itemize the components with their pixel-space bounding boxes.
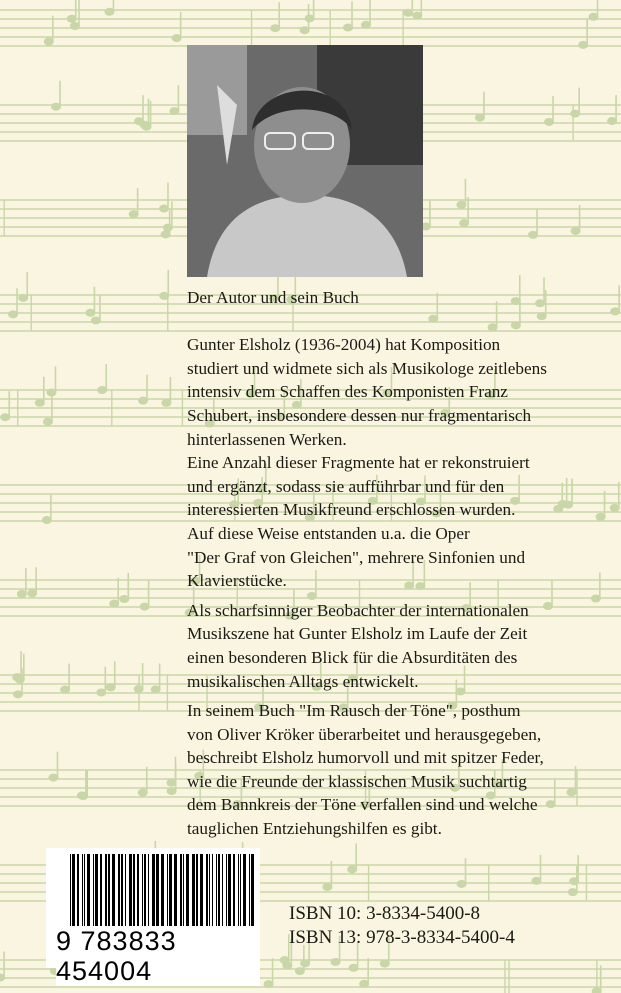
barcode-bar [108,854,110,926]
barcode-bar [222,854,223,926]
barcode-bar [121,854,123,926]
barcode-bar [192,854,195,926]
barcode-bar [251,854,254,926]
barcode-bar [233,854,235,926]
barcode-bar [133,854,135,926]
barcode-bar [218,854,220,926]
barcode-bar [84,854,85,926]
barcode-bar [243,854,246,926]
barcode-bar [118,854,120,926]
barcode-bar [156,854,159,926]
isbn-13: ISBN 13: 978-3-8334-5400-4 [289,927,515,948]
barcode-bar [226,854,227,926]
barcode-bar [206,854,208,926]
barcode-bar [249,854,250,926]
barcode-bar [240,854,241,926]
author-photo [187,45,423,277]
about-author-text [187,286,607,845]
barcode-bar [180,854,182,926]
barcode-bar [125,854,126,926]
barcode-bar [148,854,149,926]
barcode-bar [167,854,168,926]
barcode-bar [105,854,107,926]
barcode [46,848,260,986]
observer-paragraph: Als scharfsinniger Beobachter der internationalen Musikszene hat Gunter Elsholz im Laufe der Zeit einen besonderen Blick für die Absurditäten des musikalischen Alltags entwickelt. [187,600,529,691]
book-paragraph: In seinem Buch "Im Rausch der Töne", posthum von Oliver Kröker überarbeitet und herausgegeben, beschreibt Elsholz humorvoll und mit spitzer Feder, wie die Freunde der klassischen Musik suchtartig dem Bannkreis der Töne verfallen sind und welche tauglichen Entziehungshilfen es gibt. [187,701,544,839]
isbn-block [289,902,515,950]
barcode-bar [161,854,164,926]
barcode-bar [95,854,98,926]
barcode-bar [196,854,198,926]
barcode-bar [169,854,172,926]
barcode-bar [112,854,115,926]
barcode-bar [142,854,143,926]
barcode-bar [216,854,217,926]
barcode-bar [93,854,94,926]
barcode-bar [152,854,155,926]
barcode-digits: 9 783833 454004 [56,926,260,986]
barcode-bar [228,854,231,926]
barcode-bar [144,854,146,926]
barcode-bar [100,854,102,926]
barcode-bar [200,854,203,926]
barcode-bar [87,854,90,926]
barcode-bar [238,854,239,926]
barcode-bar [174,854,177,926]
barcode-bar [137,854,139,926]
barcode-bar [186,854,189,926]
barcode-bar [129,854,132,926]
barcode-bar [183,854,184,926]
bio-paragraph: Gunter Elsholz (1936-2004) hat Komposition studiert und widmete sich als Musikologe zeitlebens intensiv dem Schaffen des Komponisten Franz Schubert, insbesondere dessen nur fragmentarisch hinterlassenen Werken. Eine Anzahl dieser Fragmente hat er rekonstruiert und ergänzt, sodass sie aufführbar und für den interessierten Musikfreund erschlossen wurden. Auf diese Weise entstanden u.a. die Oper "Der Graf von Gleichen", mehrere Sinfonien und Klavierstücke. [187,335,547,591]
isbn-10: ISBN 10: 3-8334-5400-8 [289,903,481,924]
barcode-bar [82,854,83,926]
barcode-bar [77,854,79,926]
section-heading: Der Autor und sein Buch [187,288,359,307]
